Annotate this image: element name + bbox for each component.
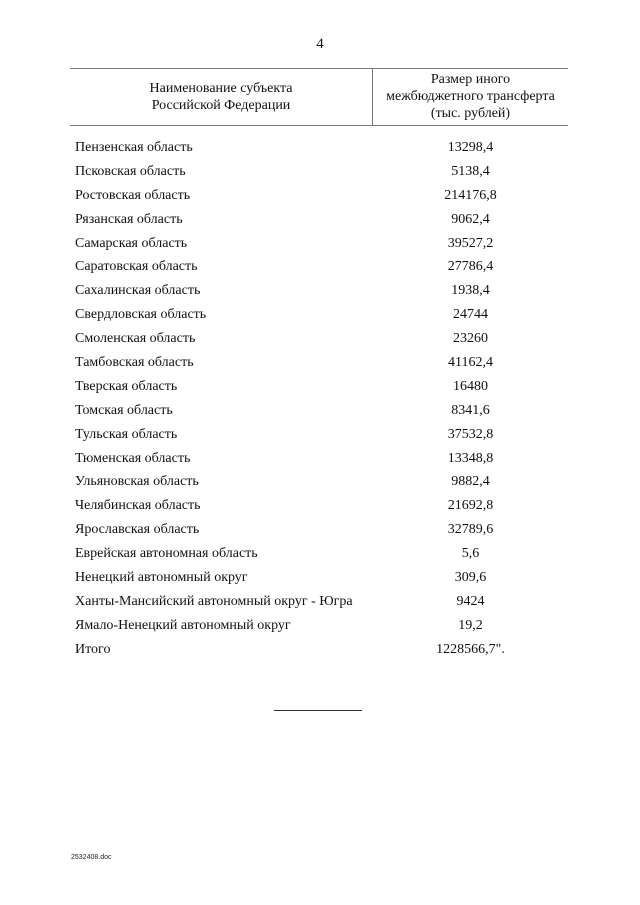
table-row — [75, 590, 568, 614]
table-row — [75, 303, 568, 327]
table-row — [75, 184, 568, 208]
transfer-amount: 8341,6 — [451, 402, 490, 418]
table-row — [75, 423, 568, 447]
transfer-amount: 39527,2 — [447, 235, 494, 251]
table-row — [75, 255, 568, 279]
transfer-amount: 5,6 — [461, 546, 480, 562]
table-row — [75, 160, 568, 184]
header-subject-name — [70, 80, 372, 114]
transfer-amount: 5138,4 — [451, 163, 490, 179]
table-row — [75, 327, 568, 351]
table-row — [75, 399, 568, 423]
table-header — [70, 68, 568, 126]
subject-name: Тверская область — [75, 378, 178, 394]
header-subject-name-line: Российской Федерации — [151, 98, 291, 113]
header-transfer-amount-line: Размер иного — [430, 72, 511, 87]
transfer-amount: 24744 — [453, 307, 488, 323]
table-row — [75, 136, 568, 160]
table-row — [75, 279, 568, 303]
subject-name: Рязанская область — [75, 211, 183, 227]
table-row — [75, 232, 568, 256]
transfer-amount: 9062,4 — [451, 211, 490, 227]
total-row — [75, 638, 568, 662]
transfer-table — [70, 68, 568, 657]
header-subject-name-line: Наименование субъекта — [149, 81, 293, 96]
header-transfer-amount-line: межбюджетного трансферта — [386, 89, 555, 104]
transfer-amount: 37532,8 — [447, 426, 494, 442]
transfer-amount: 9424 — [456, 593, 485, 609]
subject-name: Ненецкий автономный округ — [75, 570, 248, 586]
subject-name: Томская область — [75, 402, 173, 418]
table-row — [75, 375, 568, 399]
table-row — [75, 566, 568, 590]
header-transfer-amount-line: (тыс. рублей) — [430, 106, 511, 121]
transfer-amount: 309,6 — [454, 570, 487, 586]
transfer-amount: 41162,4 — [448, 355, 493, 371]
table-row — [75, 542, 568, 566]
subject-name: Еврейская автономная область — [75, 546, 258, 562]
subject-name: Смоленская область — [75, 331, 196, 347]
transfer-amount: 13298,4 — [447, 140, 494, 155]
end-of-document-rule — [274, 710, 362, 711]
subject-name: Тюменская область — [75, 450, 191, 466]
transfer-amount: 1938,4 — [451, 283, 490, 299]
table-row — [75, 518, 568, 542]
subject-name: Ханты-Мансийский автономный округ - Югра — [75, 593, 353, 609]
subject-name: Челябинская область — [75, 498, 201, 514]
transfer-amount: 32789,6 — [447, 522, 494, 538]
page-number: 4 — [316, 36, 324, 52]
table-row — [75, 208, 568, 232]
transfer-amount: 21692,8 — [447, 498, 494, 514]
table-row — [75, 614, 568, 638]
file-code: 2532408.doc — [71, 854, 112, 861]
subject-name: Пензенская область — [75, 140, 193, 155]
total-amount: 1228566,7". — [436, 641, 505, 657]
transfer-amount: 16480 — [453, 378, 488, 394]
table-row — [75, 470, 568, 494]
subject-name: Ростовская область — [75, 187, 191, 203]
table-body — [75, 136, 568, 662]
transfer-amount: 23260 — [453, 331, 488, 347]
transfer-amount: 214176,8 — [444, 187, 497, 203]
table-row — [75, 351, 568, 375]
transfer-amount: 27786,4 — [447, 259, 494, 275]
subject-name: Ямало-Ненецкий автономный округ — [75, 617, 291, 633]
transfer-amount: 9882,4 — [451, 474, 490, 490]
table-row — [75, 447, 568, 471]
transfer-amount: 13348,8 — [447, 450, 494, 466]
subject-name: Свердловская область — [75, 307, 207, 323]
subject-name: Самарская область — [75, 235, 188, 251]
subject-name: Ульяновская область — [75, 474, 199, 490]
subject-name: Сахалинская область — [75, 283, 201, 299]
subject-name: Ярославская область — [75, 522, 200, 538]
table-row — [75, 494, 568, 518]
subject-name: Тульская область — [75, 426, 178, 442]
total-label: Итого — [75, 641, 111, 657]
transfer-amount: 19,2 — [458, 617, 483, 633]
header-transfer-amount — [373, 71, 568, 122]
subject-name: Саратовская область — [75, 259, 198, 275]
subject-name: Псковская область — [75, 163, 186, 179]
subject-name: Тамбовская область — [75, 355, 194, 371]
